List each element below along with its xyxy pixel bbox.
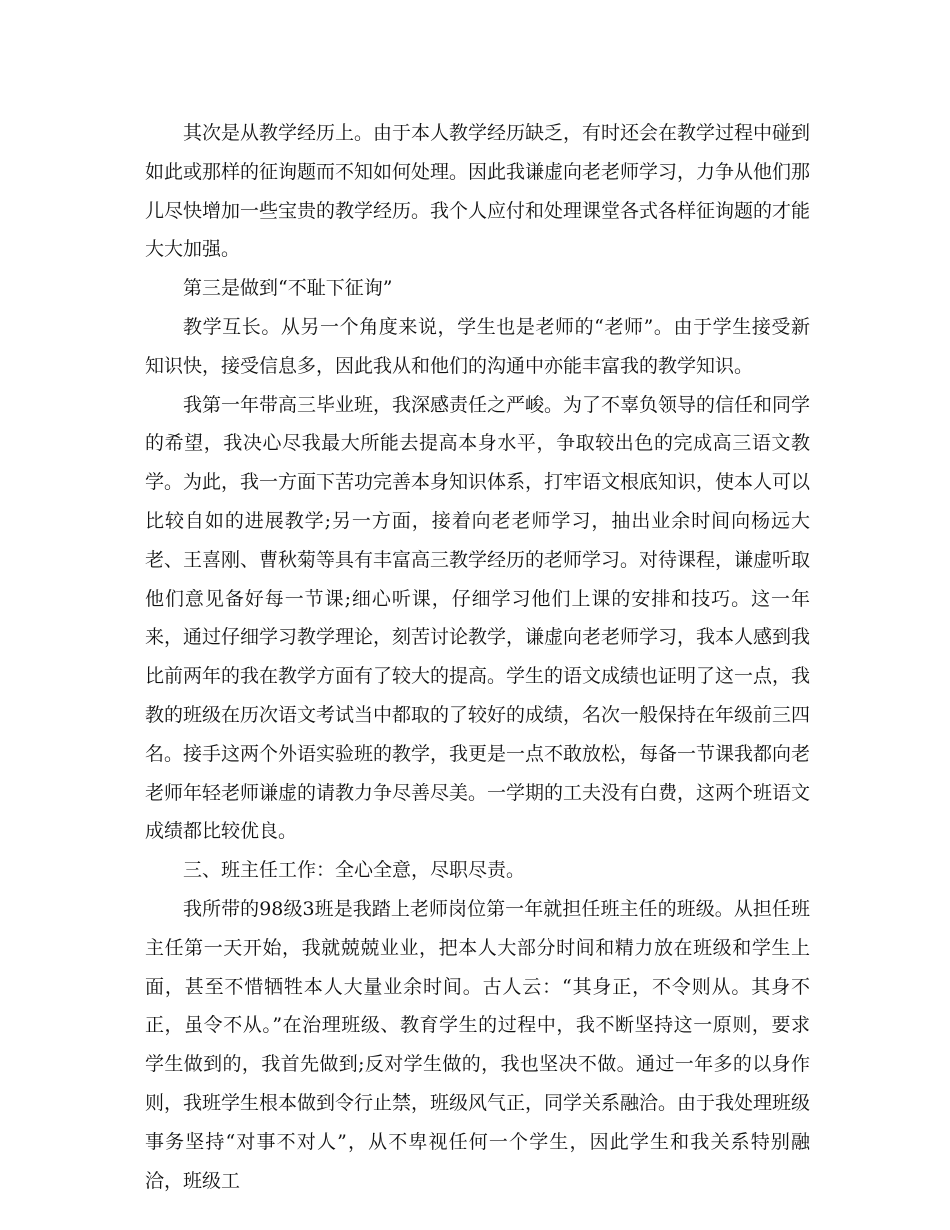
document-body — [145, 114, 810, 1200]
section-heading-class-teacher-work: 三、班主任工作：全心全意，尽职尽责。 — [183, 859, 526, 882]
paragraph-third-point-heading: 第三是做到“不耻下征询” — [183, 277, 393, 300]
paragraph-class-teacher-duties: 我所带的98级3班是我踏上老师岗位第一年就担任班主任的班级。从担任班主任第一天开始，我就兢兢业业，把本人大部分时间和精力放在班级和学生上面，甚至不惜牺牲本人大量业余时间。古人云：“其身正，不令则从。其身不正，虽令不从。”在治理班级、教育学生的过程中，我不断坚持这一原则，要求学生做到的，我首先做到;反对学生做的，我也坚决不做。通过一年多的以身作则，我班学生根本做到令行止禁，班级风气正，同学关系融洽。由于我处理班级事务坚持“对事不对人”，从不卑视任何一个学生，因此学生和我关系特别融洽，班级工 — [145, 897, 811, 1192]
paragraph-teaching-experience: 其次是从教学经历上。由于本人教学经历缺乏，有时还会在教学过程中碰到如此或那样的征询题而不知如何处理。因此我谦虚向老老师学习，力争从他们那儿尽快增加一些宝贵的教学经历。我个人应付和处理课堂各式各样征询题的才能大大加强。 — [145, 122, 811, 261]
paragraph-mutual-learning: 教学互长。从另一个角度来说，学生也是老师的“老师”。由于学生接受新知识快，接受信息多，因此我从和他们的沟通中亦能丰富我的教学知识。 — [145, 315, 810, 377]
paragraph-senior-class-teaching: 我第一年带高三毕业班，我深感责任之严峻。为了不辜负领导的信任和同学的希望，我决心尽我最大所能去提高本身水平，争取较出色的完成高三语文教学。为此，我一方面下苦功完善本身知识体系，打牢语文根底知识，使本人可以比较自如的进展教学;另一方面，接着向老老师学习，抽出业余时间向杨远大老、王喜刚、曹秋菊等具有丰富高三教学经历的老师学习。对待课程，谦虚听取他们意见备好每一节课;细心听课，仔细学习他们上课的安排和技巧。这一年来，通过仔细学习教学理论，刻苦讨论教学，谦虚向老老师学习，我本人感到我比前两年的我在教学方面有了较大的提高。学生的语文成绩也证明了这一点，我教的班级在历次语文考试当中都取的了较好的成绩，名次一般保持在年级前三四名。接手这两个外语实验班的教学，我更是一点不敢放松，每备一节课我都向老老师年轻老师谦虚的请教力争尽善尽美。一学期的工夫没有白费，这两个班语文成绩都比较优良。 — [145, 393, 811, 843]
